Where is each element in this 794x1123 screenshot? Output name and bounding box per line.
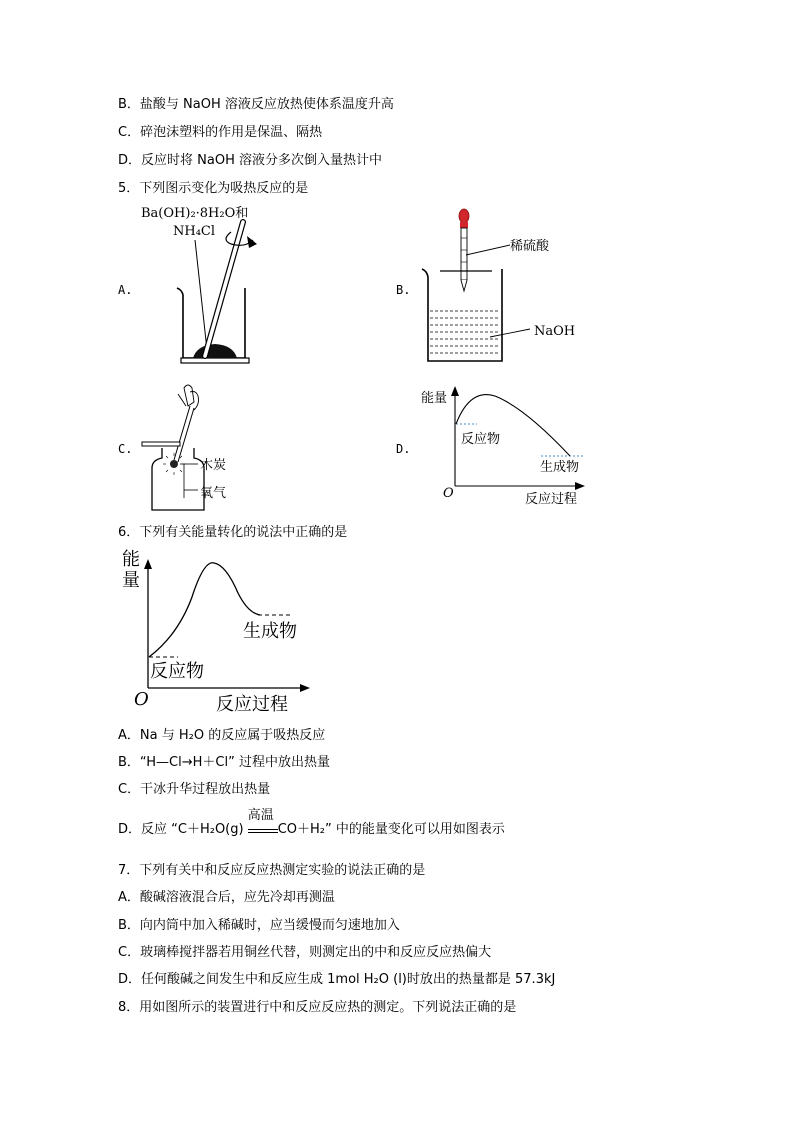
fig-d-x-axis-label: 反应过程 <box>525 492 578 507</box>
fig-d-products-label: 生成物 <box>540 460 580 475</box>
q6-origin-label: O <box>134 689 149 710</box>
fig-d-reactants-label: 反应物 <box>461 432 501 447</box>
reagent-label-line1: Ba(OH)₂·8H₂O和 <box>141 206 249 221</box>
q4-option-b: B．盐酸与 NaOH 溶液反应放热使体系温度升高 <box>118 97 394 112</box>
q6-option-d-text-1: D．反应 “C＋H₂O(g) <box>118 822 248 837</box>
q6-option-c: C．干冰升华过程放出热量 <box>118 782 271 797</box>
q4-option-d: D．反应时将 NaOH 溶液分多次倒入量热计中 <box>118 153 382 168</box>
q6-energy-diagram <box>118 545 313 715</box>
q6-y-axis-label-2: 量 <box>122 570 140 591</box>
q5-label-a: A. <box>118 283 133 297</box>
q6-products-label: 生成物 <box>243 621 297 642</box>
q8-stem: 8．用如图所示的装置进行中和反应反应热的测定。下列说法正确的是 <box>118 1000 517 1015</box>
q7-option-d: D．任何酸碱之间发生中和反应生成 1mol H₂O (l)时放出的热量都是 57.3kJ <box>118 972 556 987</box>
base-label: NaOH <box>534 324 576 339</box>
q6-x-axis-label: 反应过程 <box>216 694 288 715</box>
fig-d-y-axis-label: 能量 <box>421 391 448 406</box>
q6-option-d <box>118 808 505 838</box>
reaction-condition <box>247 808 278 838</box>
q5-label-d: D. <box>396 442 411 456</box>
reaction-condition-text: 高温 <box>247 808 274 823</box>
reagent-label-line2: NH₄Cl <box>173 224 216 239</box>
q6-reactants-label: 反应物 <box>150 661 204 682</box>
q7-option-c: C．玻璃棒搅拌器若用铜丝代替，则测定出的中和反应反应热偏大 <box>118 945 492 960</box>
equals-line-bottom <box>248 832 278 833</box>
q6-option-a: A．Na 与 H₂O 的反应属于吸热反应 <box>118 728 326 743</box>
q7-stem: 7．下列有关中和反应反应热测定实验的说法正确的是 <box>118 863 426 878</box>
q5-label-c: C. <box>118 442 133 456</box>
q6-y-axis-label-1: 能 <box>122 549 140 570</box>
q5-label-b: B. <box>396 283 411 297</box>
q4-option-c: C．碎泡沫塑料的作用是保温、隔热 <box>118 125 323 140</box>
charcoal-label: 木炭 <box>200 458 227 473</box>
q6-option-b: B．“H—Cl→H＋Cl” 过程中放出热量 <box>118 755 330 770</box>
q5-stem: 5．下列图示变化为吸热反应的是 <box>118 181 309 196</box>
q5-figure-a <box>135 200 275 372</box>
acid-label: 稀硫酸 <box>510 239 550 254</box>
q6-stem: 6．下列有关能量转化的说法中正确的是 <box>118 525 348 540</box>
equals-line-top <box>248 829 278 830</box>
q7-option-b: B．向内筒中加入稀碱时，应当缓慢而匀速地加入 <box>118 918 400 933</box>
q6-option-d-text-2: CO＋H₂” 中的能量变化可以用如图表示 <box>277 822 505 837</box>
q5-figure-b <box>410 205 590 370</box>
q5-figure-d <box>415 382 590 507</box>
q5-figure-c <box>138 380 248 515</box>
q7-option-a: A．酸碱溶液混合后，应先冷却再测温 <box>118 890 335 905</box>
fig-d-origin-label: O <box>443 486 454 501</box>
oxygen-label: 氧气 <box>200 486 227 501</box>
